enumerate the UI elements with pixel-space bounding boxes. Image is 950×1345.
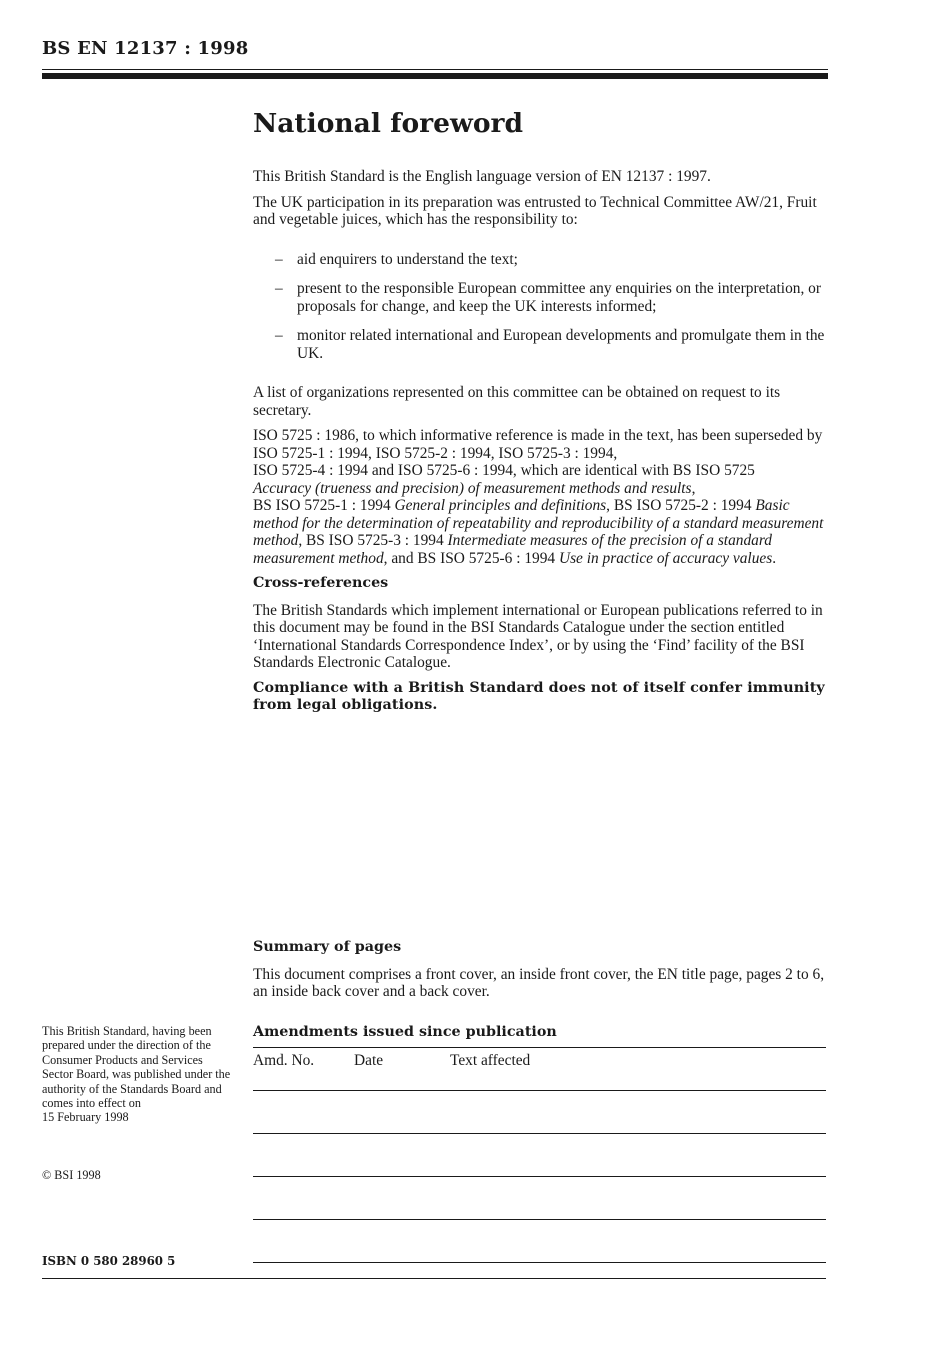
dash-marker: – <box>275 250 283 268</box>
column-header-date: Date <box>354 1052 384 1069</box>
foreword-paragraph-1: This British Standard is the English language version of EN 12137 : 1997. <box>253 168 711 185</box>
summary-text: This document comprises a front cover, an inside front cover, the EN title page, pages 2 to 6, an inside back cover and a back cover. <box>253 965 825 1000</box>
publication-statement-text: This British Standard, having been prepared under the direction of the Consumer Products and Services Sector Board, was published under the authority of the Standards Board and comes into effect on <box>42 1024 231 1111</box>
table-row <box>253 1177 826 1220</box>
iso-text: . <box>772 549 777 567</box>
isbn-number: ISBN 0 580 28960 5 <box>42 1254 176 1268</box>
amendments-header-row <box>253 1047 826 1091</box>
list-item <box>253 280 828 315</box>
page-title: National foreword <box>253 108 523 139</box>
iso-text: , and BS ISO 5725-6 : 1994 <box>383 549 559 567</box>
summary-of-pages-section <box>253 939 828 1009</box>
iso-title-italic: Basic method for the determination of repeatability and reproducibility of a standard measurement method <box>253 497 824 549</box>
committee-list-paragraph: A list of organizations represented on this committee can be obtained on request to its secretary. <box>253 384 781 419</box>
national-foreword-section <box>253 104 828 715</box>
copyright-notice: © BSI 1998 <box>42 1168 101 1182</box>
iso-text: , BS ISO 5725-2 : 1994 <box>606 497 756 514</box>
header-rule-thin <box>42 69 828 70</box>
iso-title-italic: Use in practice of accuracy values <box>558 549 773 567</box>
iso-reference-paragraph <box>253 427 828 567</box>
iso-title-italic: General principles and definitions <box>394 497 607 514</box>
amendments-table <box>253 1024 826 1263</box>
compliance-statement: Compliance with a British Standard does not of itself confer immunity from legal obligations. <box>253 679 825 713</box>
list-item <box>253 327 828 362</box>
list-item-text: monitor related international and European developments and promulgate them in the UK. <box>297 327 825 362</box>
list-item <box>253 251 828 269</box>
responsibility-list <box>253 251 828 363</box>
list-item-text: aid enquirers to understand the text; <box>297 250 518 268</box>
table-row <box>253 1220 826 1263</box>
iso-title-italic: Accuracy (trueness and precision) of measurement methods and results <box>253 479 692 497</box>
dash-marker: – <box>275 280 283 297</box>
table-row <box>253 1091 826 1134</box>
header-rule-thick <box>42 73 828 79</box>
iso-text: ISO 5725-4 : 1994 and ISO 5725-6 : 1994, which are identical with BS ISO 5725 <box>253 462 755 479</box>
publication-statement <box>42 1024 234 1125</box>
column-header-text-affected: Text affected <box>450 1052 531 1069</box>
effective-date: 15 February 1998 <box>42 1110 129 1125</box>
amendments-heading: Amendments issued since publication <box>253 1024 557 1040</box>
iso-text: BS ISO 5725-1 : 1994 <box>253 497 395 514</box>
iso-title-italic: Intermediate measures of the precision of a standard measurement method <box>253 532 772 567</box>
dash-marker: – <box>275 327 283 344</box>
iso-text: , BS ISO 5725-3 : 1994 <box>298 532 448 549</box>
cross-references-heading: Cross-references <box>253 575 389 591</box>
list-item-text: present to the responsible European committee any enquiries on the interpretation, or proposals for change, and keep the UK interests informed; <box>297 280 821 315</box>
foreword-paragraph-2: The UK participation in its preparation was entrusted to Technical Committee AW/21, Fruit and vegetable juices, which has the responsibility to: <box>253 193 817 228</box>
table-row <box>253 1134 826 1177</box>
footer-rule <box>42 1278 826 1279</box>
column-header-amd-no: Amd. No. <box>253 1052 315 1069</box>
document-code-header: BS EN 12137 : 1998 <box>42 38 249 59</box>
cross-references-text: The British Standards which implement international or European publications referred to in this document may be found in the BSI Standards Catalogue under the section entitled ‘International Standards Correspondence Index’, or by using the ‘Find’ facility of the BSI Standards Electronic Catalogue. <box>253 601 823 671</box>
iso-text: ISO 5725 : 1986, to which informative reference is made in the text, has been superseded by ISO 5725-1 : 1994, ISO 5725-2 : 1994, ISO 5725-3 : 1994, <box>253 427 823 462</box>
iso-text: , <box>691 479 696 497</box>
summary-heading: Summary of pages <box>253 939 402 955</box>
